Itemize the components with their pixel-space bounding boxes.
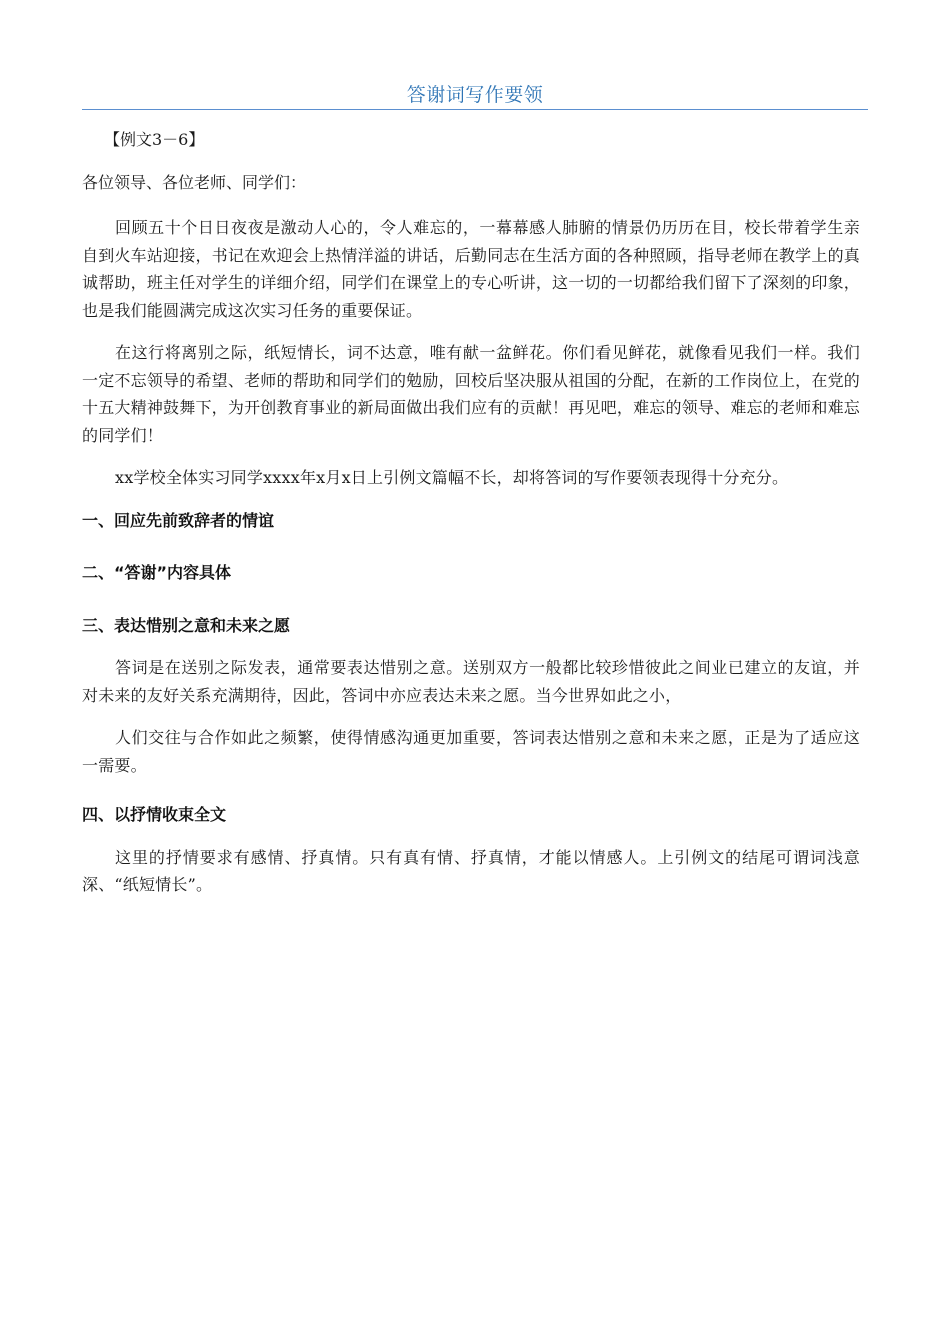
body-paragraph: 回顾五十个日日夜夜是激动人心的，令人难忘的，一幕幕感人肺腑的情景仍历历在目，校长带着学生亲自到火车站迎接，书记在欢迎会上热情洋溢的讲话，后勤同志在生活方面的各种照顾，指导老师在教学上的真诚帮助，班主任对学生的详细介绍，同学们在课堂上的专心听讲，这一切的一切都给我们留下了深刻的印象，也是我们能圆满完成这次实习任务的重要保证。 — [82, 218, 860, 320]
section-heading-3: 三、表达惜别之意和未来之愿 — [82, 615, 291, 635]
section3-paragraph: 答词是在送别之际发表，通常要表达惜别之意。送别双方一般都比较珍惜彼此之间业已建立的友谊，并对未来的友好关系充满期待，因此，答词中亦应表达未来之愿。当今世界如此之小， — [82, 658, 860, 705]
title-divider — [82, 109, 868, 110]
section-heading-1: 一、回应先前致辞者的情谊 — [82, 510, 275, 530]
section-heading-4: 四、以抒情收束全文 — [82, 805, 227, 824]
document-title: 答谢词写作要领 — [406, 84, 544, 106]
section4-paragraph: 这里的抒情要求有感情、抒真情。只有真有情、抒真情，才能以情感人。上引例文的结尾可谓词浅意深、“纸短情长”。 — [82, 847, 860, 894]
document-body — [82, 126, 860, 914]
body-paragraph: 在这行将离别之际，纸短情长，词不达意，唯有献一盆鲜花。你们看见鲜花，就像看见我们一样。我们一定不忘领导的希望、老师的帮助和同学们的勉励，回校后坚决服从祖国的分配，在新的工作岗位上，在党的十五大精神鼓舞下，为开创教育事业的新局面做出我们应有的贡献！再见吧，难忘的领导、难忘的老师和难忘的同学们！ — [82, 343, 860, 445]
section-heading-2: 二、“答谢”内容具体 — [82, 563, 232, 582]
body-paragraph: xx学校全体实习同学xxxx年x月x日上引例文篇幅不长，却将答词的写作要领表现得十分充分。 — [115, 468, 789, 487]
salutation: 各位领导、各位老师、同学们： — [82, 172, 307, 192]
section3-paragraph: 人们交往与合作如此之频繁，使得情感沟通更加重要，答词表达惜别之意和未来之愿，正是为了适应这一需要。 — [82, 728, 860, 775]
example-label: 【例文3－6】 — [104, 130, 205, 149]
